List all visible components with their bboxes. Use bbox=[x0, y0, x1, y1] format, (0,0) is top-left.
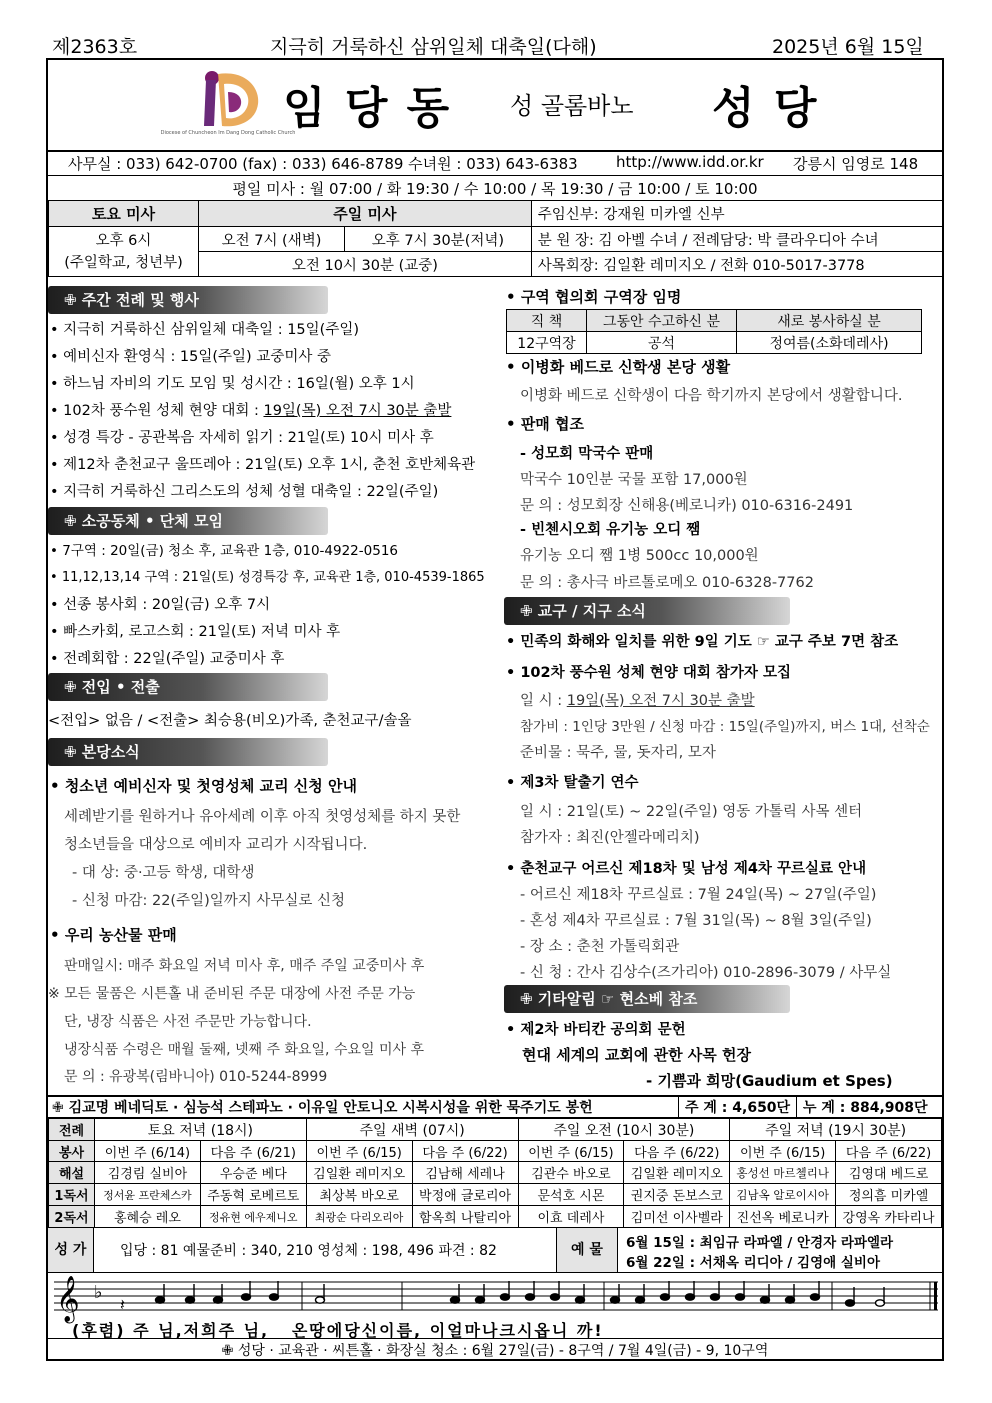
group-header: 토요 저녁 (18시) bbox=[95, 1119, 307, 1141]
news-text: - 혼성 제4차 꾸르실료 : 7월 31일(목) ~ 8월 3일(주일) bbox=[520, 913, 872, 929]
music-note-icon bbox=[501, 1294, 510, 1300]
prayer-text: ✙ 김교명 베네딕토 · 심능석 스테파노 · 이유일 안토니오 시복시성을 위한 묵주기도 봉헌 bbox=[52, 1100, 593, 1116]
news-text: 냉장식품 수령은 매월 둘째, 넷째 주 화요일, 수요일 미사 후 bbox=[64, 1042, 425, 1058]
news-heading: • 판매 협조 bbox=[506, 415, 584, 433]
table-cell: 정유현 에우제니오 bbox=[200, 1206, 306, 1228]
role-cell: 1독서 bbox=[49, 1184, 95, 1206]
table-row bbox=[49, 1184, 942, 1206]
prayer-week: 주 계 : 4,650단 bbox=[678, 1097, 790, 1117]
table-cell: 박정애 글로리아 bbox=[412, 1184, 518, 1206]
music-note-icon bbox=[876, 1300, 885, 1306]
news-text: 판매일시: 매주 화요일 저녁 미사 후, 매주 주일 교중미사 후 bbox=[64, 958, 425, 974]
pastor: 주임신부: 강재원 미카엘 신부 bbox=[531, 201, 942, 227]
flat-icon: ♭ bbox=[94, 1282, 103, 1303]
logo-text: Diocese of Chuncheon Im Dang Dong Catholic Church bbox=[160, 130, 296, 136]
music-lyrics: (후렴) 주 님,저희주 님, 온땅에당신이름, 이얼마나크시옵니 까! bbox=[72, 1321, 604, 1340]
music-note-icon bbox=[186, 1297, 195, 1303]
music-note-icon bbox=[526, 1294, 535, 1300]
list-item: • 지극히 거룩하신 그리스도의 성체 성혈 대축일 : 22일(주일) bbox=[50, 484, 439, 500]
music-note-icon bbox=[316, 1297, 325, 1303]
sub-header: 이번 주 (6/15) bbox=[518, 1141, 624, 1162]
news-text: 참가자 : 최진(안젤라메리치) bbox=[520, 830, 700, 846]
rest-icon: 𝄽 bbox=[120, 1295, 125, 1314]
offering-line: 6월 15일 : 최임규 라파엘 / 안경자 라파엘라 bbox=[626, 1235, 894, 1251]
news-text: 문 의 : 총사극 바르톨로메오 010-6328-7762 bbox=[520, 575, 814, 591]
col-header: 새로 봉사하실 분 bbox=[737, 310, 922, 332]
music-note-icon bbox=[451, 1297, 460, 1303]
mass-schedule-table bbox=[48, 200, 942, 277]
news-text: - 신 청 : 간사 김상수(즈가리아) 010-2896-3079 / 사무실 bbox=[520, 965, 892, 981]
sat-mass-time: 오후 6시 (주일학교, 청년부) bbox=[49, 227, 199, 277]
news-text: 유기농 오디 쨈 1병 500cc 10,000원 bbox=[520, 548, 759, 564]
table-row bbox=[49, 1206, 942, 1228]
parish-logo bbox=[160, 66, 296, 138]
table-cell: 김남해 세레나 bbox=[412, 1162, 518, 1184]
hymn-label: 성 가 bbox=[48, 1228, 94, 1272]
news-text: 막국수 10인분 국물 포함 17,000원 bbox=[520, 472, 748, 488]
parish-church: 성 당 bbox=[712, 83, 819, 134]
col-header: 그동안 수고하신 분 bbox=[587, 310, 737, 332]
music-staff bbox=[50, 1276, 940, 1322]
news-text: 세례받기를 원하거나 유아세례 이후 아직 첫영성체를 하지 못한 bbox=[64, 809, 461, 825]
prayer-total: 누 계 : 884,908단 bbox=[796, 1097, 928, 1117]
divider bbox=[48, 175, 942, 176]
district-leader-table bbox=[506, 309, 922, 354]
music-note-icon bbox=[711, 1294, 720, 1300]
music-note-icon bbox=[476, 1297, 485, 1303]
news-text: - 기쁨과 희망(Gaudium et Spes) bbox=[646, 1072, 893, 1090]
treble-clef-icon: 𝄞 bbox=[56, 1276, 80, 1322]
news-text: 이병화 베드로 신학생이 다음 학기까지 본당에서 생활합니다. bbox=[520, 388, 903, 404]
news-heading: • 우리 농산물 판매 bbox=[50, 926, 177, 944]
news-heading: • 제3차 탈출기 연수 bbox=[506, 775, 639, 791]
music-note-icon bbox=[686, 1294, 695, 1300]
table-cell: 정서윤 프란체스카 bbox=[95, 1184, 201, 1206]
council-president: 사목회장: 김일환 레미지오 / 전화 010-5017-3778 bbox=[531, 252, 942, 277]
list-item: • 제12차 춘천교구 울뜨레아 : 21일(토) 오후 1시, 춘천 호반체육관 bbox=[50, 457, 476, 473]
list-item: • 지극히 거룩하신 삼위일체 대축일 : 15일(주일) bbox=[50, 322, 359, 338]
news-text: - 어르신 제18차 꾸르실료 : 7월 24일(목) ~ 27일(주일) bbox=[520, 887, 877, 903]
news-text: - 신청 마감: 22(주일)일까지 사무실로 신청 bbox=[72, 893, 346, 909]
table-cell: 정여름(소화데레사) bbox=[737, 332, 922, 354]
table-cell: 주동혁 로베르토 bbox=[200, 1184, 306, 1206]
table-cell: 김일환 레미지오 bbox=[624, 1162, 730, 1184]
music-score bbox=[50, 1276, 940, 1322]
table-cell: 공석 bbox=[587, 332, 737, 354]
corner: 봉사 bbox=[49, 1141, 95, 1162]
table-cell: 최상복 바오로 bbox=[306, 1184, 412, 1206]
table-cell: 김남옥 알로이시아 bbox=[730, 1184, 836, 1206]
table-cell: 김경림 실비아 bbox=[95, 1162, 201, 1184]
news-heading: • 이병화 베드로 신학생 본당 생활 bbox=[506, 358, 731, 376]
news-heading: • 제2차 바티칸 공의회 문헌 bbox=[506, 1022, 686, 1038]
news-text: 참가비 : 1인당 3만원 / 신청 마감 : 15일(주일)까지, 버스 1대, 선착순 bbox=[520, 719, 930, 735]
table-row bbox=[49, 1162, 942, 1184]
contact-line: 사무실 : 033) 642-0700 (fax) : 033) 646-8789 수녀원 : 033) 643-6383 bbox=[68, 155, 578, 173]
sun-mass-evening: 오후 7시 30분(저녁) bbox=[345, 227, 532, 252]
sub-header: 이번 주 (6/14) bbox=[95, 1141, 201, 1162]
music-note-icon bbox=[846, 1300, 855, 1306]
music-note-icon bbox=[576, 1297, 585, 1303]
cleaning-notice: ✙ 성당 · 교육관 · 씨튼홀 · 화장실 청소 : 6월 27일(금) - 8구역 / 7월 4일(금) - 9, 10구역 bbox=[221, 1343, 769, 1359]
table-cell: 홍혜승 레오 bbox=[95, 1206, 201, 1228]
sub-header: 다음 주 (6/22) bbox=[836, 1141, 942, 1162]
news-subheading: - 성모회 막국수 판매 bbox=[520, 446, 654, 462]
music-note-icon bbox=[270, 1294, 279, 1300]
table-cell: 김미선 이사벨라 bbox=[624, 1206, 730, 1228]
section-other-notices: ✙ 기타알림 ☞ 현소베 참조 bbox=[504, 985, 790, 1013]
music-note-icon bbox=[611, 1297, 620, 1303]
table-cell: 최광순 다리오리아 bbox=[306, 1206, 412, 1228]
offering-line: 6월 22일 : 서채옥 리디아 / 김영애 실비아 bbox=[626, 1255, 880, 1271]
sub-header: 이번 주 (6/15) bbox=[306, 1141, 412, 1162]
role-cell: 2독서 bbox=[49, 1206, 95, 1228]
list-item: • 전례회합 : 22일(주일) 교중미사 후 bbox=[50, 651, 285, 667]
music-note-icon bbox=[761, 1297, 770, 1303]
group-header: 주일 저녁 (19시 30분) bbox=[730, 1119, 942, 1141]
sat-mass-header: 토요 미사 bbox=[49, 201, 199, 227]
weekday-mass: 평일 미사 : 월 07:00 / 화 19:30 / 수 10:00 / 목 19:30 / 금 10:00 / 토 10:00 bbox=[232, 180, 758, 198]
hymn-stats: 입당 : 81 예물준비 : 340, 210 영성체 : 198, 496 파견 : 82 bbox=[120, 1243, 497, 1259]
table-cell: 권지중 돈보스코 bbox=[624, 1184, 730, 1206]
news-heading: • 102차 풍수원 성체 현양 대회 참가자 모집 bbox=[506, 665, 791, 681]
news-text: 청소년들을 대상으로 예비자 교리가 시작됩니다. bbox=[64, 837, 368, 853]
table-cell: 진선옥 베로니카 bbox=[730, 1206, 836, 1228]
music-note-icon bbox=[156, 1297, 165, 1303]
news-heading: • 구역 협의회 구역장 임명 bbox=[506, 288, 682, 306]
sun-mass-dawn: 오전 7시 (새벽) bbox=[199, 227, 345, 252]
sun-mass-header: 주일 미사 bbox=[199, 201, 532, 227]
address: 강릉시 임영로 148 bbox=[793, 155, 919, 173]
news-text: ※ 모든 물품은 시튼홀 내 준비된 주문 대장에 사전 주문 가능 bbox=[48, 986, 416, 1002]
sub-header: 다음 주 (6/21) bbox=[200, 1141, 306, 1162]
sisters: 분 원 장: 김 아벨 수녀 / 전례담당: 박 클라우디아 수녀 bbox=[531, 227, 942, 252]
parish-name: 임 당 동 bbox=[283, 83, 452, 134]
website-link[interactable]: http://www.idd.or.kr bbox=[616, 153, 764, 171]
list-item: • 하느님 자비의 기도 모임 및 성시간 : 16일(월) 오후 1시 bbox=[50, 376, 415, 392]
parish-saint: 성 골롬바노 bbox=[510, 92, 634, 120]
list-item: • 예비신자 환영식 : 15일(주일) 교중미사 중 bbox=[50, 349, 331, 365]
list-item: • 11,12,13,14 구역 : 21일(토) 성경특강 후, 교육관 1층, 010-4539-1865 bbox=[50, 570, 485, 585]
news-text: 일 시 : 21일(토) ~ 22일(주일) 영동 가톨릭 사목 센터 bbox=[520, 804, 863, 820]
table-cell: 김일환 레미지오 bbox=[306, 1162, 412, 1184]
list-item: • 성경 특강 - 공관복음 자세히 읽기 : 21일(토) 10시 미사 후 bbox=[50, 430, 434, 446]
sub-header: 다음 주 (6/22) bbox=[412, 1141, 518, 1162]
music-note-icon bbox=[736, 1294, 745, 1300]
music-note-icon bbox=[661, 1294, 670, 1300]
offering-label: 예 물 bbox=[556, 1228, 618, 1272]
table-cell: 문석호 시몬 bbox=[518, 1184, 624, 1206]
news-subheading: - 빈첸시오회 유기농 오디 쨈 bbox=[520, 522, 701, 538]
corner: 전례 bbox=[49, 1119, 95, 1141]
transfers-text: <전입> 없음 / <전출> 최승용(비오)가족, 춘천교구/솔올 bbox=[48, 713, 412, 729]
news-text: 문 의 : 유광복(림바니아) 010-5244-8999 bbox=[64, 1069, 328, 1085]
news-heading: • 춘천교구 어르신 제18차 및 남성 제4차 꾸르실료 안내 bbox=[506, 861, 867, 877]
col-header: 직 책 bbox=[507, 310, 587, 332]
section-diocese-news: ✙ 교구 / 지구 소식 bbox=[504, 597, 790, 625]
music-note-icon bbox=[811, 1294, 820, 1300]
list-item: • 102차 풍수원 성체 현양 대회 : 19일(목) 오전 7시 30분 출발 bbox=[50, 403, 452, 419]
news-text: 현대 세계의 교회에 관한 사목 헌장 bbox=[522, 1046, 751, 1064]
group-header: 주일 오전 (10시 30분) bbox=[518, 1119, 730, 1141]
music-note-icon bbox=[786, 1297, 795, 1303]
section-weekly-events: ✙ 주간 전례 및 행사 bbox=[48, 286, 328, 314]
feast-title: 지극히 거룩하신 삼위일체 대축일(다해) bbox=[270, 36, 597, 58]
news-heading: • 청소년 예비신자 및 첫영성체 교리 신청 안내 bbox=[50, 777, 357, 795]
news-text: 준비물 : 묵주, 물, 돗자리, 모자 bbox=[520, 745, 716, 761]
section-transfers: ✙ 전입 • 전출 bbox=[48, 673, 328, 701]
group-header: 주일 새벽 (07시) bbox=[306, 1119, 518, 1141]
list-item: • 빠스카회, 로고스회 : 21일(토) 저녁 미사 후 bbox=[50, 624, 341, 640]
music-note-icon bbox=[242, 1294, 251, 1300]
music-note-icon bbox=[636, 1297, 645, 1303]
sub-header: 이번 주 (6/15) bbox=[730, 1141, 836, 1162]
section-parish-news: ✙ 본당소식 bbox=[48, 738, 328, 766]
sun-mass-main: 오전 10시 30분 (교중) bbox=[199, 252, 532, 277]
table-cell: 김관수 바오로 bbox=[518, 1162, 624, 1184]
music-note-icon bbox=[551, 1294, 560, 1300]
sub-header: 다음 주 (6/22) bbox=[624, 1141, 730, 1162]
list-item: • 선종 봉사회 : 20일(금) 오후 7시 bbox=[50, 597, 271, 613]
news-text: 일 시 : 19일(목) 오전 7시 30분 출발 bbox=[520, 693, 755, 709]
news-text: - 장 소 : 춘천 가톨릭회관 bbox=[520, 939, 680, 955]
issue-date: 2025년 6월 15일 bbox=[772, 36, 924, 58]
list-item: • 7구역 : 20일(금) 청소 후, 교육관 1층, 010-4922-0516 bbox=[50, 543, 398, 559]
role-cell: 해설 bbox=[49, 1162, 95, 1184]
section-small-communities: ✙ 소공동체 • 단체 모임 bbox=[48, 507, 328, 535]
news-heading: • 민족의 화해와 일치를 위한 9일 기도 ☞ 교구 주보 7면 참조 bbox=[506, 634, 899, 650]
table-cell: 이효 데레사 bbox=[518, 1206, 624, 1228]
news-text: 단, 냉장 식품은 사전 주문만 가능합니다. bbox=[64, 1014, 312, 1030]
music-note-icon bbox=[214, 1297, 223, 1303]
table-cell: 12구역장 bbox=[507, 332, 587, 354]
table-cell: 김영대 베드로 bbox=[836, 1162, 942, 1184]
table-cell: 우승준 베다 bbox=[200, 1162, 306, 1184]
news-text: 문 의 : 성모회장 신해용(베로니카) 010-6316-2491 bbox=[520, 498, 854, 514]
cleaning-bar bbox=[48, 1338, 942, 1339]
table-cell: 함옥희 나탈리아 bbox=[412, 1206, 518, 1228]
news-text: - 대 상: 중·고등 학생, 대학생 bbox=[72, 865, 255, 881]
table-cell: 홍성선 마르첼리나 bbox=[730, 1162, 836, 1184]
liturgy-roster-table bbox=[48, 1118, 942, 1228]
table-cell: 정의흠 미카엘 bbox=[836, 1184, 942, 1206]
issue-number: 제2363호 bbox=[52, 36, 138, 58]
table-cell: 강영옥 카타리나 bbox=[836, 1206, 942, 1228]
